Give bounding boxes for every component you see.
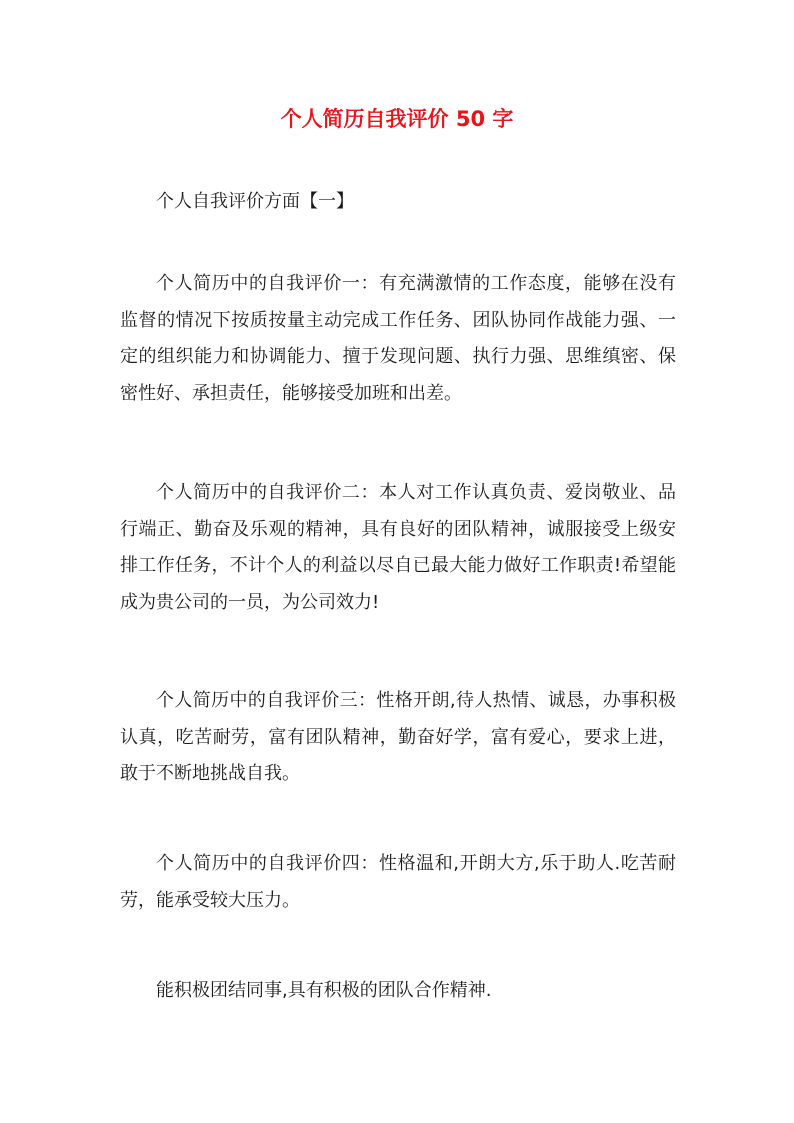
paragraph-closing: 能积极团结同事,具有积极的团队合作精神. (156, 980, 492, 1001)
paragraph-evaluation-2: 个人简历中的自我评价二：本人对工作认真负责、爱岗敬业、品行端正、勤奋及乐观的精神，具有良好的团队精神，诚服接受上级安排工作任务，不计个人的利益以尽自已最大能力做好工作职责!希望能成为贵公司的一员，为公司效力! (120, 482, 676, 613)
paragraph-evaluation-3: 个人简历中的自我评价三：性格开朗,待人热情、诚恳，办事积极认真，吃苦耐劳，富有团队精神，勤奋好学，富有爱心，要求上进，敢于不断地挑战自我。 (120, 690, 676, 784)
document-title: 个人简历自我评价 50 字 (280, 107, 514, 131)
section-heading: 个人自我评价方面【一】 (156, 191, 354, 212)
paragraph-evaluation-4: 个人简历中的自我评价四：性格温和,开朗大方,乐于助人.吃苦耐劳，能承受较大压力。 (120, 853, 676, 911)
paragraph-evaluation-1: 个人简历中的自我评价一：有充满激情的工作态度，能够在没有监督的情况下按质按量主动完成工作任务、团队协同作战能力强、一定的组织能力和协调能力、擅于发现问题、执行力强、思维缜密、保密性好、承担责任，能够接受加班和出差。 (120, 273, 676, 404)
